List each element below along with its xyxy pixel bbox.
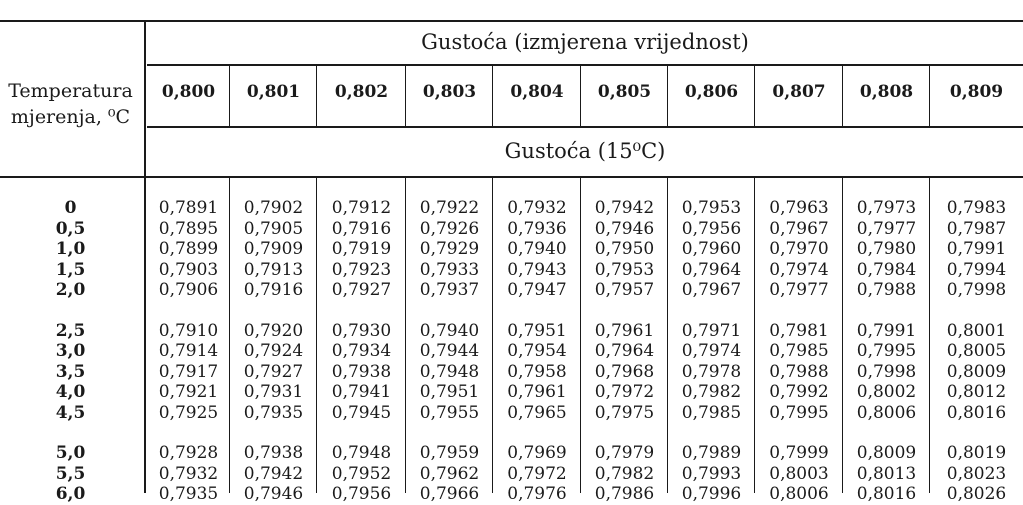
column-separator [580,66,581,126]
density-cell: 0,7972 [594,382,655,402]
temp-column-separator [144,20,146,493]
density-cell: 0,7917 [158,361,219,382]
density-cell: 0,7965 [507,402,567,423]
temperature-value: 2,0 [55,280,86,300]
group-gap [493,301,581,321]
group-gap [147,301,230,321]
column-header: 0,804 [510,82,564,102]
density-cell: 0,7909 [243,239,304,259]
density-cell: 0,7972 [507,463,567,484]
group-gap [0,423,141,443]
density-cell: 0,7971 [681,320,742,341]
temperature-header [0,78,141,130]
density-column [493,198,581,505]
temperature-value: 0 [64,198,77,218]
density-cell: 0,7928 [158,443,219,463]
column-header: 0,800 [161,82,216,102]
density-cell: 0,7944 [419,341,480,361]
density-column [317,198,406,505]
density-cell: 0,8012 [946,382,1007,402]
density-cell: 0,7903 [158,259,219,280]
temperature-value: 4,5 [55,402,86,423]
density-cell: 0,7998 [946,280,1007,300]
group-gap [230,423,317,443]
density-cell: 0,8013 [856,463,917,484]
density-cell: 0,7926 [419,218,480,239]
density-cell: 0,7910 [158,320,219,341]
group-gap [668,301,755,321]
density-cell: 0,7975 [594,402,655,423]
density-column [230,198,317,505]
density-cell: 0,7960 [681,239,742,259]
density-cell: 0,7974 [769,259,829,280]
temperature-value: 1,0 [55,239,86,259]
group-gap [930,301,1023,321]
density-cell: 0,7946 [594,218,655,239]
density-cell: 0,7995 [769,402,829,423]
density-column [668,198,755,505]
density-column [147,198,230,505]
temperature-values-column [0,198,141,505]
top-rule [0,20,1023,22]
density-column [755,198,843,505]
density-cell: 0,7912 [331,198,392,218]
density-cell: 0,7981 [769,320,829,341]
column-separator [492,66,493,126]
density-cell: 0,7987 [946,218,1007,239]
density-cell: 0,7914 [158,341,219,361]
temperature-header-line2: mjerenja, ⁰C [10,106,131,128]
density-cell: 0,8006 [856,402,917,423]
density-cell: 0,7891 [158,198,219,218]
density-cell: 0,7936 [507,218,567,239]
density-cell: 0,8026 [946,484,1007,504]
density-cell: 0,7948 [419,361,480,382]
density-cell: 0,7922 [419,198,480,218]
group-gap [843,423,930,443]
group-gap [843,301,930,321]
density-cell: 0,7962 [419,463,480,484]
density-cell: 0,7961 [594,320,655,341]
group-gap [581,423,668,443]
column-separator [667,66,668,126]
density-cell: 0,7988 [856,280,917,300]
group-gap [493,423,581,443]
density-cell: 0,7958 [507,361,567,382]
density-cell: 0,7943 [507,259,567,280]
density-cell: 0,7988 [769,361,829,382]
density-cell: 0,7916 [243,280,304,300]
column-header: 0,808 [859,82,914,102]
temperature-value: 0,5 [55,218,86,239]
group-gap [317,301,406,321]
group-gap [147,423,230,443]
density-cell: 0,8009 [856,443,917,463]
column-separator [754,66,755,126]
density-cell: 0,7951 [507,320,567,341]
column-header: 0,807 [772,82,826,102]
header-rule-2 [147,126,1023,128]
column-separator [842,66,843,126]
density-cell: 0,7977 [769,280,829,300]
density-cell: 0,7951 [419,382,480,402]
density-cell: 0,7931 [243,382,304,402]
density-cell: 0,7982 [681,382,742,402]
density-cell: 0,7938 [243,443,304,463]
density-15c-header: Gustoća (15⁰C) [504,139,666,163]
column-header: 0,802 [334,82,389,102]
density-cell: 0,8003 [769,463,829,484]
density-cell: 0,7995 [856,341,917,361]
density-cell: 0,7902 [243,198,304,218]
density-cell: 0,7964 [681,259,742,280]
density-cell: 0,7959 [419,443,480,463]
density-cell: 0,7941 [331,382,392,402]
density-cell: 0,7942 [594,198,655,218]
density-cell: 0,7998 [856,361,917,382]
density-cell: 0,8019 [946,443,1007,463]
column-separator [929,66,930,126]
group-gap [406,423,493,443]
density-column [930,198,1023,505]
density-cell: 0,8023 [946,463,1007,484]
density-cell: 0,7955 [419,402,480,423]
density-cell: 0,7921 [158,382,219,402]
group-gap [668,423,755,443]
density-cell: 0,7968 [594,361,655,382]
density-cell: 0,7986 [594,484,655,504]
density-cell: 0,7947 [507,280,567,300]
density-cell: 0,7920 [243,320,304,341]
density-cell: 0,7963 [769,198,829,218]
density-cell: 0,7956 [681,218,742,239]
density-cell: 0,7979 [594,443,655,463]
column-header: 0,809 [949,82,1004,102]
density-cell: 0,7925 [158,402,219,423]
density-cell: 0,8009 [946,361,1007,382]
group-gap [0,301,141,321]
header-rule-1 [147,64,1023,66]
density-cell: 0,7919 [331,239,392,259]
density-cell: 0,7938 [331,361,392,382]
density-cell: 0,7982 [594,463,655,484]
temperature-header-line1: Temperatura [8,80,133,102]
group-gap [755,301,843,321]
density-cell: 0,7899 [158,239,219,259]
temperature-value: 5,5 [55,463,86,484]
density-cell: 0,7924 [243,341,304,361]
density-cell: 0,7999 [769,443,829,463]
temperature-value: 5,0 [55,443,86,463]
density-cell: 0,7935 [243,402,304,423]
density-cell: 0,7952 [331,463,392,484]
density-cell: 0,7993 [681,463,742,484]
density-cell: 0,7935 [158,484,219,504]
density-cell: 0,7930 [331,320,392,341]
density-cell: 0,7985 [769,341,829,361]
density-cell: 0,7905 [243,218,304,239]
temperature-value: 4,0 [55,382,86,402]
density-cell: 0,7980 [856,239,917,259]
density-cell: 0,7940 [507,239,567,259]
column-separator [405,66,406,126]
density-cell: 0,7945 [331,402,392,423]
density-cell: 0,7969 [507,443,567,463]
density-cell: 0,7957 [594,280,655,300]
density-cell: 0,7974 [681,341,742,361]
density-column [581,198,668,505]
measured-density-header: Gustoća (izmjerena vrijednost) [421,30,749,54]
density-cell: 0,7992 [769,382,829,402]
density-cell: 0,7977 [856,218,917,239]
density-cell: 0,7916 [331,218,392,239]
density-cell: 0,7932 [507,198,567,218]
group-gap [581,301,668,321]
density-cell: 0,8016 [946,402,1007,423]
density-cell: 0,7927 [331,280,392,300]
density-cell: 0,8016 [856,484,917,504]
density-cell: 0,7967 [769,218,829,239]
density-cell: 0,8005 [946,341,1007,361]
density-cell: 0,7970 [769,239,829,259]
density-cell: 0,7895 [158,218,219,239]
density-cell: 0,7967 [681,280,742,300]
header-rule-3 [0,176,1023,178]
group-gap [230,301,317,321]
density-cell: 0,7964 [594,341,655,361]
density-cell: 0,7927 [243,361,304,382]
density-cell: 0,7933 [419,259,480,280]
density-cell: 0,7948 [331,443,392,463]
density-cell: 0,8006 [769,484,829,504]
density-cell: 0,7989 [681,443,742,463]
density-cell: 0,7929 [419,239,480,259]
density-cell: 0,7942 [243,463,304,484]
temperature-value: 6,0 [55,484,86,504]
density-cell: 0,7953 [594,259,655,280]
density-cell: 0,7932 [158,463,219,484]
group-gap [317,423,406,443]
density-cell: 0,7985 [681,402,742,423]
column-header: 0,803 [422,82,477,102]
group-gap [930,423,1023,443]
density-cell: 0,7991 [946,239,1007,259]
density-cell: 0,8001 [946,320,1007,341]
column-header: 0,805 [597,82,652,102]
density-cell: 0,7956 [331,484,392,504]
group-gap [406,301,493,321]
density-cell: 0,7950 [594,239,655,259]
density-cell: 0,7934 [331,341,392,361]
density-cell: 0,7954 [507,341,567,361]
temperature-value: 3,0 [55,341,86,361]
column-header: 0,806 [684,82,739,102]
density-cell: 0,7983 [946,198,1007,218]
density-cell: 0,7923 [331,259,392,280]
density-cell: 0,7940 [419,320,480,341]
density-cell: 0,7961 [507,382,567,402]
column-separator [316,66,317,126]
column-header: 0,801 [246,82,301,102]
temperature-value: 1,5 [55,259,86,280]
density-cell: 0,7946 [243,484,304,504]
density-cell: 0,7906 [158,280,219,300]
density-cell: 0,7991 [856,320,917,341]
density-column [406,198,493,505]
density-cell: 0,7996 [681,484,742,504]
density-cell: 0,7973 [856,198,917,218]
density-cell: 0,7984 [856,259,917,280]
temperature-value: 3,5 [55,361,86,382]
density-cell: 0,7994 [946,259,1007,280]
density-cell: 0,7913 [243,259,304,280]
density-cell: 0,7966 [419,484,480,504]
density-cell: 0,8002 [856,382,917,402]
temperature-value: 2,5 [55,320,86,341]
group-gap [755,423,843,443]
density-cell: 0,7953 [681,198,742,218]
column-separator [229,66,230,126]
density-cell: 0,7976 [507,484,567,504]
density-column [843,198,930,505]
density-cell: 0,7937 [419,280,480,300]
density-cell: 0,7978 [681,361,742,382]
